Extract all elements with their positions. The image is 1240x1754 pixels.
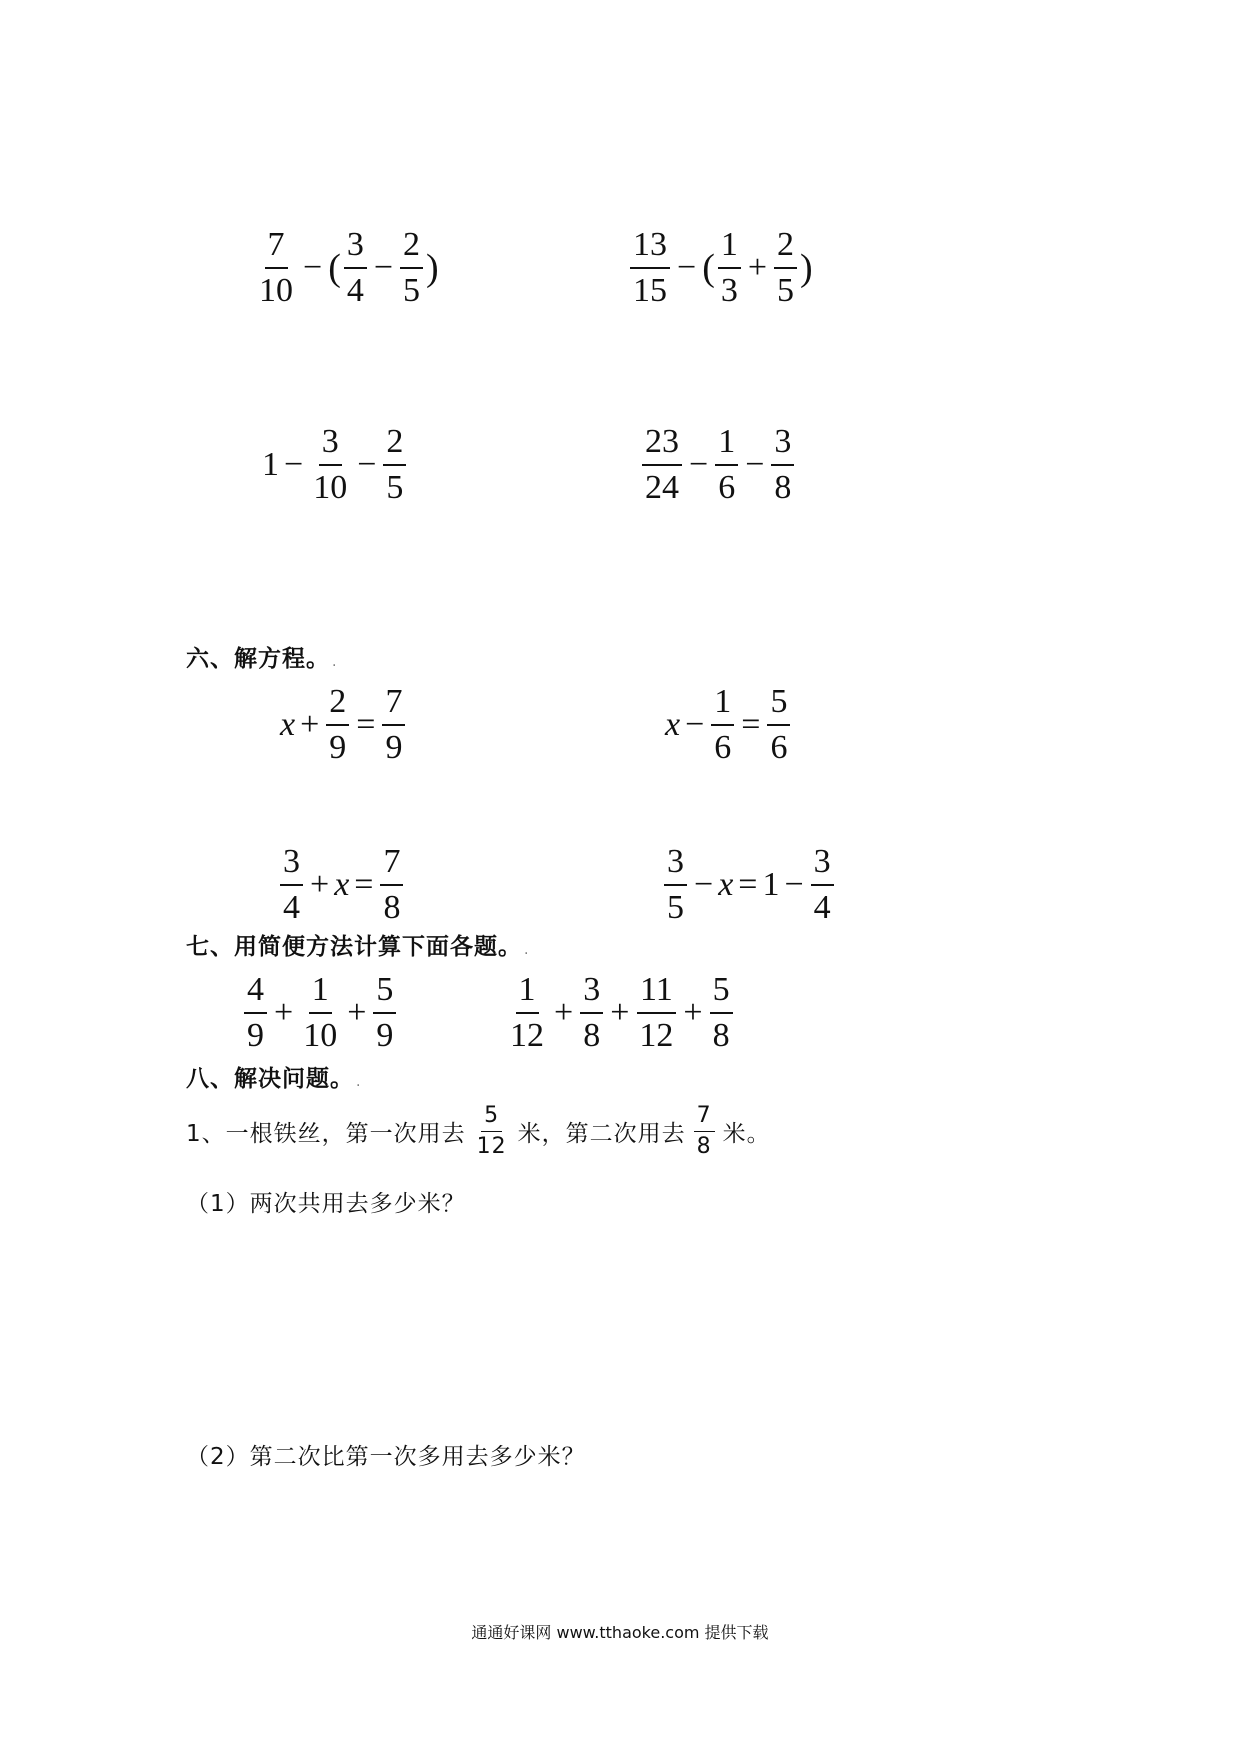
fraction: $\frac{3}{4}$: [344, 228, 367, 308]
fraction: $\frac{5}{6}$: [767, 685, 790, 765]
expr-1: $\frac{7}{10}$ − ( $\frac{3}{4}$ − $\frac{2}{5}$ ): [254, 228, 440, 308]
fraction: $\frac{1}{6}$: [711, 685, 734, 765]
fraction: $\frac{3}{4}$: [280, 845, 303, 925]
fraction: $\frac{7}{8}$: [380, 845, 403, 925]
sub-question-2: （2）第二次比第一次多用去多少米？: [186, 1444, 586, 1470]
expr-4: $\frac{23}{24}$ − $\frac{1}{6}$ − $\frac{3}{8}$: [640, 425, 796, 505]
section-8-heading: 八、解决问题。 .: [186, 1066, 362, 1092]
fraction: $\frac{5}{8}$: [710, 973, 733, 1053]
sub-question-1: （1）两次共用去多少米？: [186, 1191, 466, 1217]
simplify-expr-2: $\frac{1}{12}$ + $\frac{3}{8}$ + $\frac{11}{12}$ + $\frac{5}{8}$: [505, 973, 735, 1053]
fraction: $\frac{2}{5}$: [383, 425, 406, 505]
fraction: $\frac{11}{12}$: [636, 973, 676, 1053]
problem-1: 1、一根铁丝，第一次用去 $\frac{5}{12}$ 米，第二次用去 $\frac{7}{8}$ 米。: [186, 1103, 771, 1159]
equation-2: x − $\frac{1}{6}$ = $\frac{5}{6}$: [665, 685, 792, 765]
expr-3: 1 − $\frac{3}{10}$ − $\frac{2}{5}$: [262, 425, 408, 505]
fraction: $\frac{1}{3}$: [718, 228, 741, 308]
fraction: $\frac{2}{5}$: [400, 228, 423, 308]
equation-3: $\frac{3}{4}$ + x = $\frac{7}{8}$: [278, 845, 405, 925]
expr-2: $\frac{13}{15}$ − ( $\frac{1}{3}$ + $\frac{2}{5}$ ): [628, 228, 814, 308]
fraction: $\frac{4}{9}$: [244, 973, 267, 1053]
fraction: $\frac{3}{8}$: [580, 973, 603, 1053]
fraction: $\frac{3}{5}$: [664, 845, 687, 925]
fraction: $\frac{1}{12}$: [510, 971, 544, 1054]
fraction: $\frac{7}{10}$: [259, 226, 293, 309]
fraction: $\frac{2}{5}$: [774, 228, 797, 308]
footer-source: 通通好课网 www.tthaoke.com 提供下载: [471, 1623, 769, 1642]
fraction: $\frac{5}{12}$: [476, 1103, 507, 1159]
fraction: $\frac{3}{4}$: [811, 845, 834, 925]
fraction: $\frac{13}{15}$: [630, 228, 670, 308]
section-6-heading: 六、解方程。 .: [186, 646, 338, 672]
simplify-expr-1: $\frac{4}{9}$ + $\frac{1}{10}$ + $\frac{5}{9}$: [242, 973, 398, 1053]
equation-4: $\frac{3}{5}$ − x = 1 − $\frac{3}{4}$: [662, 845, 836, 925]
fraction: $\frac{1}{10}$: [303, 971, 338, 1054]
section-7-heading: 七、用简便方法计算下面各题。 .: [186, 934, 530, 960]
fraction: $\frac{7}{8}$: [694, 1105, 715, 1158]
fraction: $\frac{7}{9}$: [382, 685, 405, 765]
fraction: $\frac{2}{9}$: [326, 685, 349, 765]
fraction: $\frac{1}{6}$: [715, 425, 738, 505]
fraction: $\frac{3}{8}$: [771, 425, 794, 505]
fraction: $\frac{5}{9}$: [373, 973, 396, 1053]
equation-1: x + $\frac{2}{9}$ = $\frac{7}{9}$: [280, 685, 407, 765]
fraction: $\frac{23}{24}$: [642, 425, 682, 505]
fraction: $\frac{3}{10}$: [313, 423, 348, 506]
